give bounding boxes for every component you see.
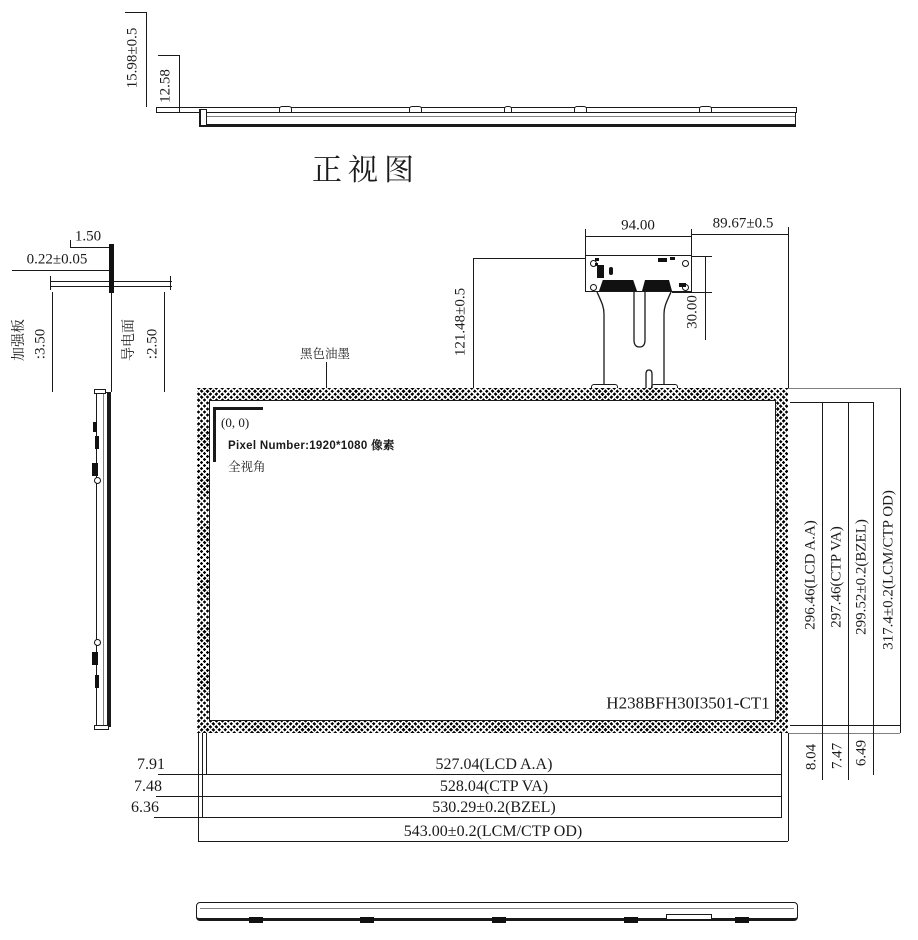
dim-top-outer-height: 15.98±0.5 <box>124 27 141 89</box>
model-number: H238BFH30I3501-CT1 <box>606 693 770 713</box>
pixel-number-label: Pixel Number:1920*1080 像素 <box>228 440 395 452</box>
dim-ext-pcb-bottom <box>672 292 712 293</box>
dim-ext-pcb-top <box>692 256 712 257</box>
dim-line-ctp-va-v <box>848 402 849 780</box>
dim-bottom-od: 543.00±0.2(LCM/CTP OD) <box>403 823 583 840</box>
conductive-label: 导电面 <box>122 319 137 361</box>
dim-line-lcd-aa-v <box>822 402 823 780</box>
dim-fpc-length: 121.48±0.5 <box>452 287 469 357</box>
dim-right-bottom-1: 8.04 <box>803 743 820 771</box>
ext-bottom-left-outer <box>198 733 199 841</box>
dim-pcb-width: 94.00 <box>621 217 655 234</box>
dim-bottom-bzel: 530.29±0.2(BZEL) <box>432 799 556 816</box>
origin-bracket-h <box>213 407 263 410</box>
dim-bottom-left-3: 6.36 <box>131 799 159 816</box>
dim-pcb-offset: 89.67±0.5 <box>712 215 774 232</box>
bottom-view-tab-5 <box>735 917 749 923</box>
ext-right-top-inner <box>790 402 873 403</box>
dim-fpc-width: 1.50 <box>74 228 102 245</box>
ext-bottom-left-mid <box>202 733 203 817</box>
ext-bottom-right-outer <box>788 733 789 841</box>
black-ink-label: 黑色油墨 <box>299 346 351 361</box>
dim-right-bottom-2: 7.47 <box>829 742 846 770</box>
ext-bottom-left-inner <box>206 733 207 774</box>
front-view-title: 正视图 <box>312 154 420 187</box>
dim-line-bottom-1 <box>158 774 782 775</box>
dim-top-inner-height: 12.58 <box>157 69 174 103</box>
dim-bottom-lcd-aa: 527.04(LCD A.A) <box>435 756 553 773</box>
origin-bracket-v <box>213 407 216 462</box>
bottom-view-inner-line <box>200 908 794 909</box>
dim-bottom-left-1: 7.91 <box>137 756 165 773</box>
flex-center-slot <box>634 292 645 347</box>
dim-fpc-thickness: 0.22±0.05 <box>26 251 88 268</box>
stiffener-label: 加强板 <box>12 319 27 361</box>
dim-line-bottom-2 <box>156 796 782 797</box>
ext-bottom-right-inner <box>781 733 782 817</box>
dim-line-pcb-offset <box>691 234 788 235</box>
bottom-view-tab-1 <box>249 917 263 923</box>
conductive-value: :2.50 <box>144 328 161 360</box>
dim-bottom-left-2: 7.48 <box>134 778 162 795</box>
dim-ext-fpc-length <box>473 258 585 259</box>
dim-ext-panel-right-top <box>788 227 789 388</box>
dim-right-ctp-va: 297.46(CTP VA) <box>828 526 845 628</box>
dim-right-od: 317.4±0.2(LCM/CTP OD) <box>880 490 897 650</box>
dim-line-od-v <box>900 388 901 733</box>
ext-right-top-outer <box>788 388 900 389</box>
stiffener-value: :3.50 <box>32 328 49 360</box>
flex-left-edge <box>597 292 604 385</box>
dim-right-bottom-3: 6.49 <box>853 739 870 767</box>
ext-right-bottom-inner <box>790 725 900 726</box>
dim-ext-pcb-left <box>585 229 586 255</box>
bottom-view-tab-2 <box>360 917 374 923</box>
dim-line-fpc-length <box>473 258 474 388</box>
dim-line-bottom-4 <box>198 841 788 842</box>
dim-line-pcb-width <box>585 236 692 237</box>
dim-bottom-ctp-va: 528.04(CTP VA) <box>439 778 549 795</box>
flex-right-edge <box>664 292 671 385</box>
dim-right-bzel: 299.52±0.2(BZEL) <box>853 519 870 635</box>
black-ink-leader <box>326 362 327 388</box>
viewing-angle-label: 全视角 <box>228 460 266 474</box>
dim-line-pcb-height <box>705 256 706 340</box>
flex-center-pin <box>646 370 652 390</box>
origin-label: (0, 0) <box>221 415 250 430</box>
bottom-view-notch <box>666 914 712 919</box>
ext-right-bottom-outer <box>788 733 900 734</box>
bottom-view-tab-3 <box>492 917 506 923</box>
dim-line-bzel-v <box>873 402 874 775</box>
dim-right-lcd-aa: 296.46(LCD A.A) <box>802 520 819 630</box>
dim-ext-pcb-right <box>691 229 692 255</box>
dim-line-bottom-3 <box>154 817 782 818</box>
bottom-view-tab-4 <box>624 917 638 923</box>
dim-pcb-height: 30.00 <box>684 295 701 329</box>
